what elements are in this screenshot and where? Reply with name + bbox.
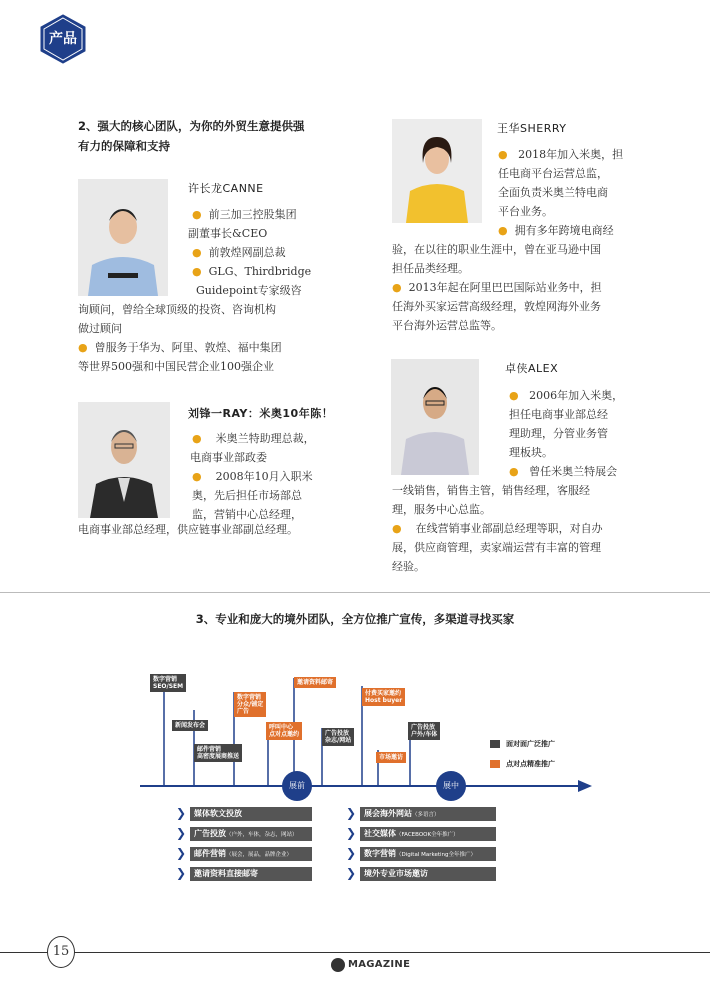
bullet-icon: ● [392,522,402,535]
bullet-icon: ● [78,341,88,354]
flag-line: 广告投放 [411,724,436,731]
bio-xu-line: 做过顾问 [78,322,122,335]
bio-xu-line: GLG、Thirdbridge [208,265,312,278]
bio-xu-line: 副董事长&CEO [188,227,268,240]
flag-line: 广告投放 [325,730,350,737]
flag-ads-outdoor [408,722,440,740]
chevron-right-icon: ❯ [176,806,187,820]
bio-zhuo-bottom [392,481,652,576]
bio-zhuo-line: 2006年加入米奥， [529,389,624,402]
section-divider [0,592,710,593]
chevron-right-icon: ❯ [346,846,357,860]
flag-market-visit [376,752,406,763]
bullet-icon: ● [192,208,202,221]
bio-xu-bottom [78,300,348,376]
flag-line: Host buyer [365,697,403,704]
chevron-right-icon: ❯ [346,826,357,840]
bio-xu-line: 询顾问，曾给全球顶级的投资、咨询机构 [78,303,276,316]
name-liu: 刘锋一RAY：米奥10年陈！ [188,407,334,420]
list-bar [190,867,312,881]
bio-xu-line: Guidepoint专家级咨 [196,284,302,297]
section2-title-line1: 2、强大的核心团队，为你的外贸生意提供强 [78,119,305,133]
bio-zhuo-top [509,386,659,481]
flag-host-buyer [362,688,405,706]
bullet-icon: ● [509,389,519,402]
bio-zhuo-line: 在线营销事业部副总经理等职，对自办 [415,522,603,535]
bio-xu-line: 前敦煌网副总裁 [208,246,286,259]
bio-wang-line: 任电商平台运营总监， [498,167,608,180]
section3-title: 3、专业和庞大的境外团队，全方位推广宣传，多渠道寻找买家 [195,612,515,626]
flag-line: 数字营销 [153,676,178,683]
bullet-icon: ● [509,465,519,478]
timeline-axis [140,660,610,810]
photo-wang [392,119,482,223]
list-before [176,806,326,886]
list-small: （FACEBOOK全年推广） [396,832,459,838]
list-small: （展会，展品，品牌企业） [226,852,293,858]
bullet-icon: ● [192,265,202,278]
legend-grey-label: 面对面广泛推广 [506,740,555,748]
flag-call-center [266,722,302,740]
list-bar [360,827,496,841]
list-text: 邮件营销 [194,849,226,858]
flag-line: 高密度展商推送 [197,753,240,760]
flag-line: 市场邀访 [379,754,404,761]
page-number: 15 [47,936,75,968]
bio-xu-line: 等世界500强和中国民营企业100强企业 [78,360,274,373]
photo-xu [78,179,168,296]
chevron-right-icon: ❯ [176,866,187,880]
bio-zhuo-line: 曾任米奥兰特展会 [529,465,618,478]
milestone-during: 展中 [436,771,466,801]
magazine-logo-icon [331,958,345,972]
milestone-before: 展前 [282,771,312,801]
chevron-right-icon: ❯ [176,826,187,840]
bio-wang-line: 任海外买家运营高级经理，敦煌网海外业务 [392,300,601,313]
bullet-icon: ● [392,281,402,294]
section2-title [78,116,338,156]
flag-line: 新闻发布会 [175,722,206,729]
flag-line: 分众/铺定 [237,701,264,708]
bio-liu-line: 奥，先后担任市场部总 [192,489,302,502]
chevron-right-icon: ❯ [346,866,357,880]
bio-zhuo-line: 理助理，分管业务管 [509,427,608,440]
flag-line: 呼叫中心 [269,724,294,731]
bullet-icon: ● [192,432,202,445]
list-item [176,826,326,846]
name-xu: 许长龙CANNE [188,182,264,195]
bio-wang-line: 2018年加入米奥，担 [518,148,624,161]
list-during [346,806,506,886]
list-item [346,806,506,826]
bio-zhuo-line: 理，服务中心总监。 [392,503,491,516]
flag-line: 杂志/网站 [325,737,352,744]
flag-email-marketing [194,744,242,762]
bio-wang-line: 验，在以往的职业生涯中，曾在亚马逊中国 [392,243,601,256]
list-bar [190,807,312,821]
bio-liu-top [192,429,342,524]
list-text: 邀请资料直接邮寄 [194,869,258,878]
list-text: 广告投放 [194,829,226,838]
flag-line: 广告 [237,708,250,715]
bio-wang-line: 平台海外运营总监等。 [392,319,502,332]
list-item [346,826,506,846]
flag-press-conference [172,720,208,731]
list-small: （多语言） [412,812,440,818]
list-bar [190,827,312,841]
list-text: 展会海外网站 [364,809,412,818]
list-bar [360,867,496,881]
list-bar [360,807,496,821]
bullet-icon: ● [498,148,508,161]
bio-zhuo-line: 理板块。 [509,446,553,459]
bio-xu-line: 前三加三控股集团 [208,208,297,221]
bio-zhuo-line: 展，供应商管理，卖家端运营有丰富的管理 [392,541,601,554]
bio-liu-bottom [78,520,348,539]
list-bar [360,847,496,861]
chevron-right-icon: ❯ [346,806,357,820]
name-zhuo: 卓侠ALEX [505,362,559,375]
flag-line: 付费买家邀约 [365,690,402,697]
flag-seo-sem [150,674,186,692]
bio-liu-line: 2008年10月入职米 [215,470,313,483]
list-item [176,846,326,866]
bio-liu-line: 监，营销中心总经理， [192,508,302,521]
bio-xu-top [188,205,342,300]
legend-swatch-grey [490,740,500,748]
bio-liu-line: 电商事业部总经理，供应链事业部副总经理。 [78,523,298,536]
list-item [346,846,506,866]
bio-liu-line: 电商事业部政委 [190,451,267,464]
bio-wang-line: 拥有多年跨境电商经 [514,224,614,237]
list-text: 数字营销 [364,849,396,858]
bullet-icon: ● [498,224,508,237]
flag-line: 邀请资料邮寄 [297,679,334,686]
list-text: 媒体软文投放 [194,809,242,818]
flag-line: 点对点邀约 [269,731,300,738]
bio-liu-line: 米奥兰特助理总裁， [215,432,315,445]
list-small: （户外，车体，杂志，网站） [226,832,298,838]
legend-orange-label: 点对点精准推广 [506,760,555,768]
bio-wang-line: 全面负责米奥兰特电商 [498,186,608,199]
flag-ads-magazine [322,728,354,746]
flag-line: 户外/车体 [411,731,438,738]
flag-mailing [294,677,336,688]
flag-line: 数字营销 [237,694,262,701]
list-item [176,866,326,886]
bio-xu-line: 曾服务于华为、阿里、敦煌、福中集团 [94,341,282,354]
list-text: 境外专业市场邀访 [364,869,428,878]
bio-zhuo-line: 经验。 [392,560,425,573]
list-item [176,806,326,826]
magazine-wordmark: MAGAZINE [348,959,411,970]
section2-title-line2: 有力的保障和支持 [78,139,170,153]
name-wang: 王华SHERRY [497,122,567,135]
bio-wang-bottom [392,240,652,335]
product-badge-label: 产品 [49,31,77,47]
flag-line: 邮件营销 [197,746,222,753]
promotion-diagram [140,660,610,890]
bio-wang-top [498,145,648,240]
flag-line: SEO/SEM [153,683,184,690]
bio-wang-line: 平台业务。 [498,205,553,218]
bio-zhuo-line: 担任电商事业部总经 [509,408,608,421]
list-small: （Digital Marketing全年推广） [396,852,476,858]
chevron-right-icon: ❯ [176,846,187,860]
photo-liu [78,402,170,518]
flag-soft-ads [234,692,266,717]
legend-swatch-orange [490,760,500,768]
bullet-icon: ● [192,470,202,483]
bio-zhuo-line: 一线销售，销售主管，销售经理，客服经 [392,484,590,497]
list-bar [190,847,312,861]
list-text: 社交媒体 [364,829,396,838]
list-item [346,866,506,886]
bullet-icon: ● [192,246,202,259]
footer-rule [0,952,710,953]
bio-wang-line: 2013年起在阿里巴巴国际站业务中，担 [408,281,602,294]
photo-zhuo [391,359,479,475]
bio-wang-line: 担任品类经理。 [392,262,469,275]
